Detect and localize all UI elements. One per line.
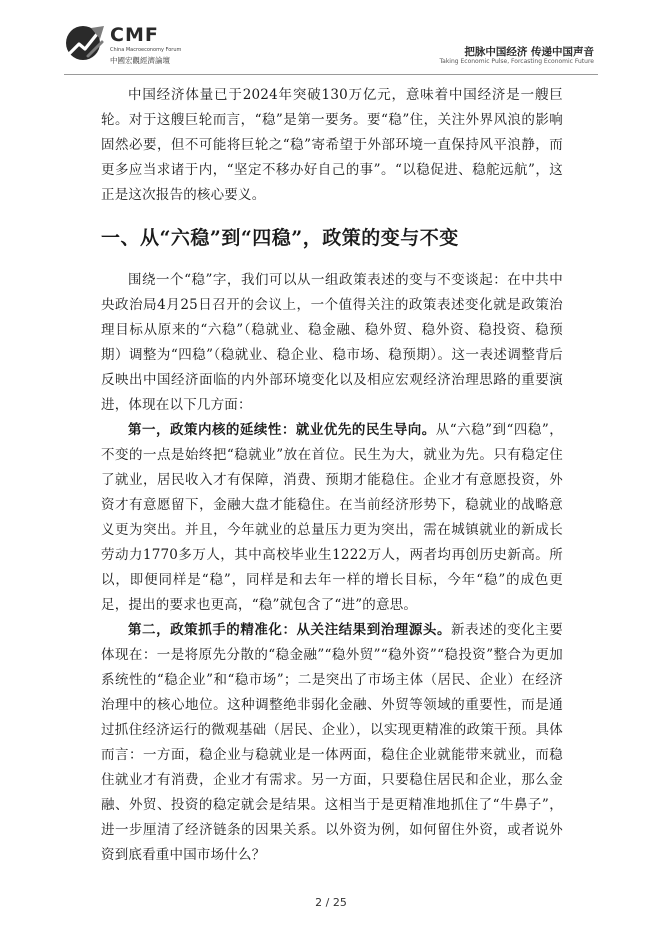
intro-paragraph: 中国经济体量已于2024年突破130万亿元，意味着中国经济是一艘巨轮。对于这艘巨轮而言，“稳”是第一要务。要“稳”住，关注外界风浪的影响固然必要，但不可能将巨轮之“稳”寄希望于外部环境一直保持风平浪静，而更多应当求诸于内，“坚定不移办好自己的事”。“以稳促进、稳舵远航”，这正是这次报告的核心要义。 (101, 87, 563, 203)
section-heading: 一、从“六稳”到“四稳”，政策的变与不变 (101, 227, 459, 249)
point-two-text: 新表述的变化主要体现在：一是将原先分散的“稳金融”“稳外贸”“稳外资”“稳投资”整合为更加系统性的“稳企业”和“稳市场”；二是突出了市场主体（居民、企业）在经济治理中的核心地位。这种调整绝非弱化金融、外贸等领域的重要性，而是通过抓住经济运行的微观基础（居民、企业），以实现更精准的政策干预。具体而言：一方面，稳企业与稳就业是一体两面，稳住企业就能带来就业，而稳住就业才有消费，企业才有需求。另一方面，只要稳住居民和企业，那么金融、外贸、投资的稳定就会是结果。这相当于是更精准地抓住了“牛鼻子”，进一步厘清了经济链条的因果关系。以外资为例，如何留住外资，或者说外资到底看重中国市场什么？ (101, 622, 563, 863)
document-body (101, 83, 563, 868)
cmf-logo-mark-icon (64, 22, 106, 64)
header-slogan-chinese: 把脉中国经济 传递中国声音 (464, 46, 594, 58)
point-one-heading: 第一，政策内核的延续性：就业优先的民生导向。 (128, 422, 436, 438)
paragraph-point-one (101, 418, 563, 618)
paragraph-point-two (101, 618, 563, 868)
logo-title: CMF (110, 24, 159, 46)
logo-english-name: China Macroeconomy Forum (110, 47, 182, 53)
logo-chinese-name: 中國宏觀經濟論壇 (110, 56, 170, 65)
page-header (0, 0, 662, 78)
point-one-text: 从“六稳”到“四稳”，不变的一点是始终把“稳就业”放在首位。民生为大，就业为先。只有稳定住了就业，居民收入才有保障，消费、预期才能稳住。企业才有意愿投资，外资才有意愿留下，金融大盘才能稳住。在当前经济形势下，稳就业的战略意义更为突出。并且，今年就业的总量压力更为突出，需在城镇就业的新成长劳动力1770多万人，其中高校毕业生1222万人，两者均再创历史新高。所以，即便同样是“稳”，同样是和去年一样的增长目标，今年“稳”的成色更足，提出的要求也更高，“稳”就包含了“进”的意思。 (101, 422, 563, 613)
point-two-heading: 第二，政策抓手的精准化：从关注结果到治理源头。 (128, 622, 451, 638)
header-slogan-english: Taking Economic Pulse, Forcasting Economic Future (439, 58, 594, 65)
paragraph-policy-shift: 围绕一个“稳”字，我们可以从一组政策表述的变与不变谈起：在中共中央政治局4月25日召开的会议上，一个值得关注的政策表述变化就是政策治理目标从原来的“六稳”（稳就业、稳金融、稳外贸、稳外资、稳投资、稳预期）调整为“四稳”（稳就业、稳企业、稳市场、稳预期）。这一表述调整背后反映出中国经济面临的内外部环境变化以及相应宏观经济治理思路的重要演进，体现在以下几方面： (101, 272, 563, 413)
cmf-logo (64, 22, 234, 72)
page-number: 2 / 25 (315, 896, 347, 909)
header-divider (64, 74, 598, 75)
